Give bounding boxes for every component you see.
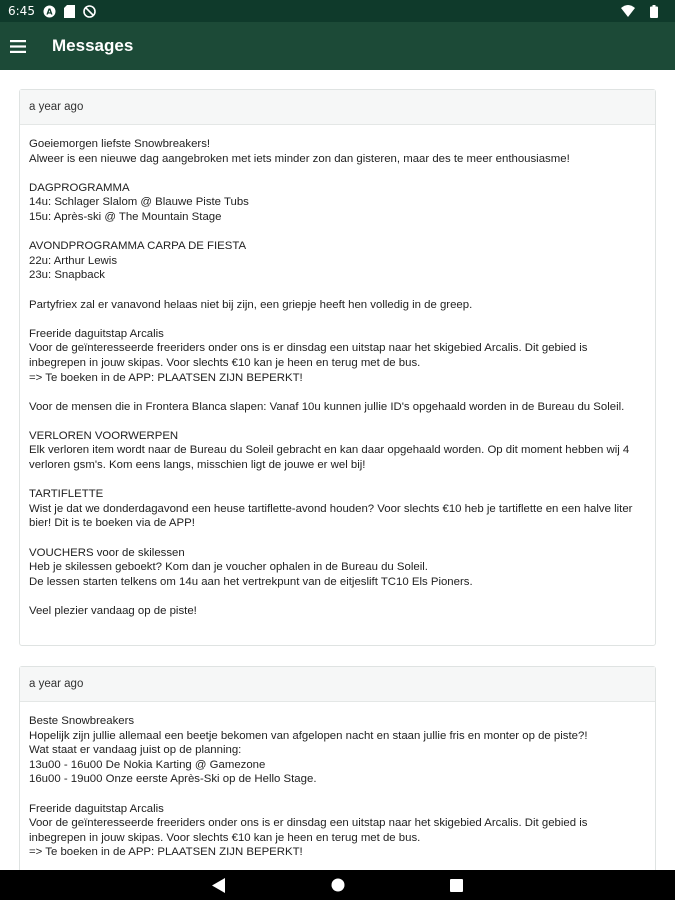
back-icon[interactable] — [207, 873, 231, 897]
wifi-icon — [621, 4, 635, 18]
status-time: 6:45 — [8, 4, 35, 18]
messages-list[interactable] — [0, 70, 675, 870]
message-timestamp: a year ago — [29, 678, 84, 690]
message-header — [20, 90, 655, 125]
message-body: Beste Snowbreakers Hopelijk zijn jullie allemaal een beetje bekomen van afgelopen nacht en staan jullie fris en monter op de piste?! Wat staat er vandaag juist op de planning: 13u00 - 16u00 De Nokia Karting @ Gamezone 16u00 - 19u00 Onze eerste Après-Ski op de Hello Stage. Freeride daguitstap Arcalis Voor de geïnteresseerde freeriders onder ons is er dinsdag een uitstap naar het skigebied Arcalis. Dit gebied is inbegrepen in jouw skipas. Voor slechts €10 kan je heen en terug met de bus. => Te boeken in de APP: PLAATSEN ZIJN BEPERKT! — [29, 715, 588, 859]
message-timestamp: a year ago — [29, 101, 84, 113]
message-header — [20, 667, 655, 702]
status-bar — [0, 0, 675, 22]
recents-icon[interactable] — [445, 873, 469, 897]
app-bar — [0, 22, 675, 70]
navigation-bar — [0, 870, 675, 900]
battery-icon — [647, 4, 661, 18]
a-circle-icon — [43, 4, 57, 18]
page-title: Messages — [52, 36, 134, 55]
message-card — [19, 666, 656, 870]
home-icon[interactable] — [326, 873, 350, 897]
hamburger-menu-icon[interactable] — [0, 22, 36, 70]
message-body: Goeiemorgen liefste Snowbreakers! Alweer is een nieuwe dag aangebroken met iets minder zon dan gisteren, maar des te meer enthousiasme! DAGPROGRAMMA 14u: Schlager Slalom @ Blauwe Piste Tubs 15u: Après-ski @ The Mountain Stage AVONDPROGRAMMA CARPA DE FIESTA 22u: Arthur Lewis 23u: Snapback Partyfriex zal er vanavond helaas niet bij zijn, een griepje heeft hen volledig in de greep. Freeride daguitstap Arcalis Voor de geïnteresseerde freeriders onder ons is er dinsdag een uitstap naar het skigebied Arcalis. Dit gebied is inbegrepen in jouw skipas. Voor slechts €10 kan je heen en terug met de bus. => Te boeken in de APP: PLAATSEN ZIJN BEPERKT! Voor de mensen die in Frontera Blanca slapen: Vanaf 10u kunnen jullie ID's opgehaald worden in de Bureau du Soleil. VERLOREN VOORWERPEN Elk verloren item wordt naar de Bureau du Soleil gebracht en kan daar opgehaald worden. Op dit moment hebben wij 4 verloren gsm's. Kom eens langs, misschien ligt de jouwe er wel bij! TARTIFLETTE Wist je dat we donderdagavond een heuse tartiflette-avond houden? Voor slechts €10 heb je tartiflette en een halve liter bier! Dit is te boeken via de APP! VOUCHERS voor de skilessen Heb je skilessen geboekt? Kom dan je voucher ophalen in de Bureau du Soleil. De lessen starten telkens om 14u aan het vertrekpunt van de eitjeslift TC10 Els Pioners. Veel plezier vandaag op de piste! — [29, 138, 633, 617]
do-not-disturb-icon — [83, 4, 97, 18]
svg-text:A: A — [46, 7, 54, 16]
sd-card-icon — [63, 4, 77, 18]
message-card — [19, 89, 656, 646]
